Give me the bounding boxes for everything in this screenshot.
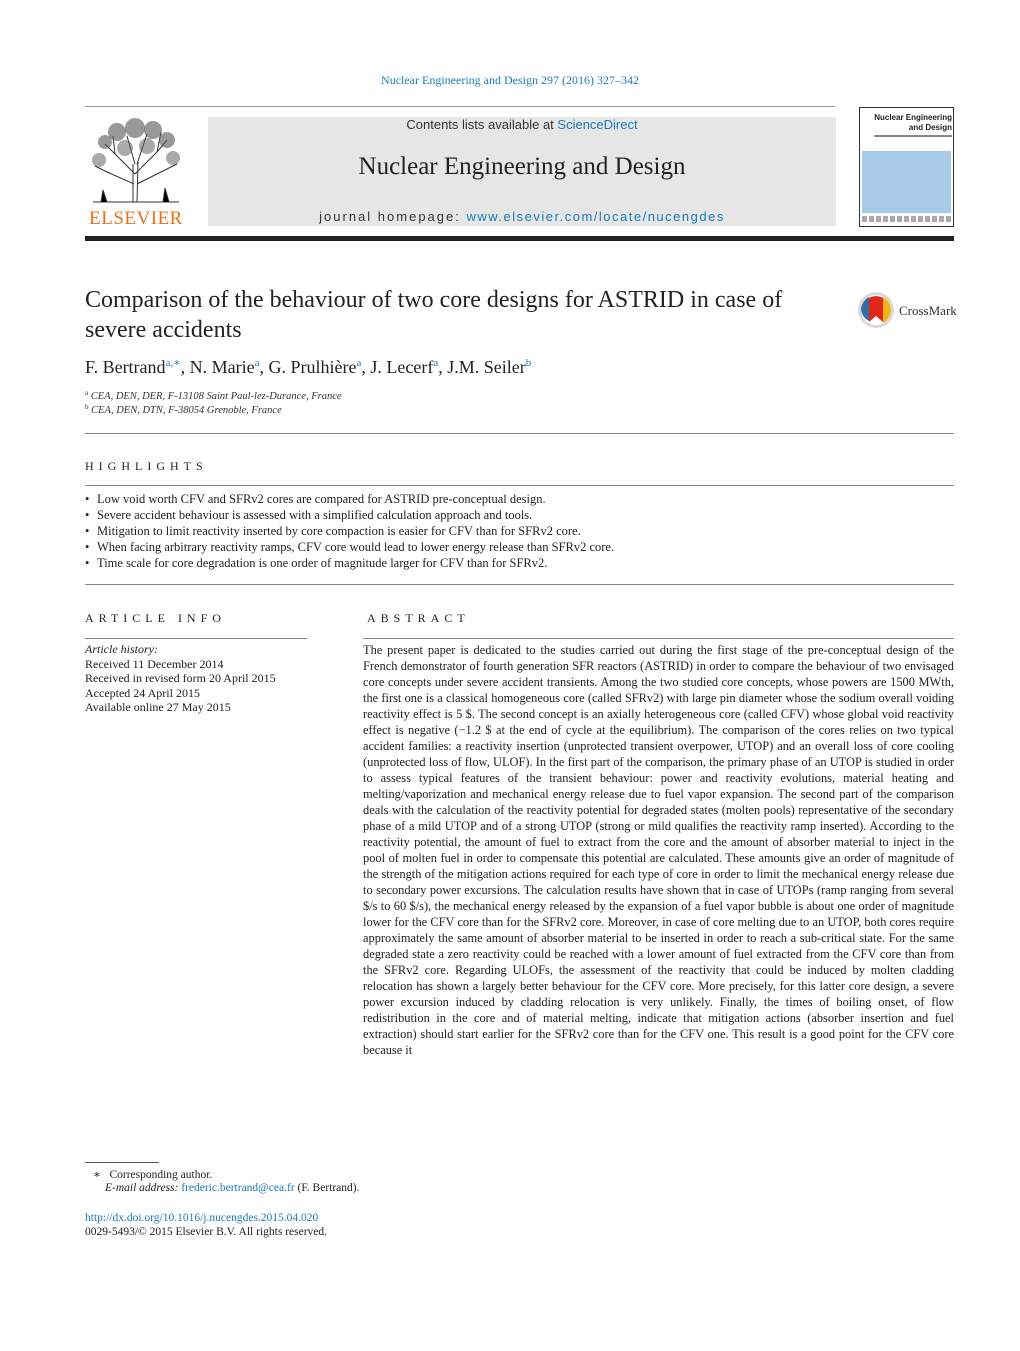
author-sup[interactable]: a <box>433 357 439 369</box>
elsevier-logo-text: ELSEVIER <box>89 208 183 228</box>
author-name[interactable]: J. Lecerf <box>370 357 434 377</box>
divider <box>363 638 954 639</box>
cover-title-line1: Nuclear Engineering <box>874 113 952 122</box>
author-sup[interactable]: a <box>356 357 362 369</box>
copyright: 0029-5493/© 2015 Elsevier B.V. All rights reserved. <box>85 1226 328 1238</box>
author-sep: , <box>361 357 371 377</box>
corr-mark: ∗ <box>93 1169 101 1181</box>
highlights-heading: HIGHLIGHTS <box>85 459 208 473</box>
contents-line <box>208 117 836 132</box>
history-item: Accepted 24 April 2015 <box>85 685 200 700</box>
cover-footer <box>862 216 951 222</box>
abstract-heading: ABSTRACT <box>367 611 470 625</box>
journal-banner <box>208 117 836 226</box>
corr-text: Corresponding author. <box>109 1169 213 1181</box>
cover-title-line2: and Design <box>908 123 952 132</box>
author-name[interactable]: G. Prulhière <box>268 357 357 377</box>
article-title: Comparison of the behaviour of two core designs for ASTRID in case of severe accidents <box>85 287 783 343</box>
homepage-line <box>208 209 836 224</box>
header-rule <box>85 106 835 107</box>
history-item: Available online 27 May 2015 <box>85 700 231 714</box>
sciencedirect-link[interactable]: ScienceDirect <box>557 117 638 132</box>
author-sep: , <box>259 357 269 377</box>
highlight-item: • Low void worth CFV and SFRv2 cores are compared for ASTRID pre-conceptual design. <box>85 491 954 507</box>
elsevier-tree-icon <box>85 114 187 228</box>
homepage-link[interactable]: www.elsevier.com/locate/nucengdes <box>466 209 725 224</box>
cover-subtitle-bar <box>874 135 952 137</box>
history-label: Article history: <box>85 642 158 656</box>
article-history <box>85 642 307 715</box>
elsevier-logo[interactable] <box>85 114 187 228</box>
highlight-item: • Time scale for core degradation is one order of magnitude larger for CFV than for SFRv2. <box>85 555 954 571</box>
author-name[interactable]: F. Bertrand <box>85 357 166 377</box>
author-sep: , <box>438 357 448 377</box>
affiliation-text: CEA, DEN, DER, F-13108 Saint Paul-lez-Durance, France <box>90 391 342 402</box>
affiliation-sup: a <box>85 389 89 397</box>
highlights-list <box>85 491 954 571</box>
homepage-prefix: journal homepage: <box>319 209 467 224</box>
crossmark-label[interactable]: CrossMark <box>899 303 957 318</box>
abstract-text: The present paper is dedicated to the studies carried out during the first stage of the pre-conceptual design of the French demonstrator of fourth generation SFR reactors (ASTRID) in order to compare the behaviour of two envisaged core concepts under severe accident transients. Among the two studied core concepts, whose powers are 1500 MWth, the first one is a classical homogeneous core (called SFRv2) with large pin diameter whose the sodium overall voiding reactivity effect is 5 $. The second concept is an axially heterogeneous core (called CFV) whose global void reactivity effect is negative (−1.2 $ at the end of cycle at the equilibrium). The comparison of the cores relies on two typical accident families: a reactivity insertion (unprotected transient overpower, UTOP) and an overall loss of core cooling (unprotected loss of flow, ULOF). In the first part of the comparison, the primary phase of an UTOP is studied in order to assess typical features of the transient behaviour: power and reactivity evolutions, material heating and melting/vaporization and mechanical energy release due to fuel vapor expansion. The second part of the comparison deals with the calculation of the reactivity potential for degraded states (molten pools) representative of the secondary phase of a mild UTOP and of a strong UTOP (strong or mild qualifies the reactivity ramp inserted). According to the reactivity potential, the amount of fuel to extract from the core and the amount of absorber material to inject in the pool of molten fuel in order to compensate this potential are calculated. These amounts give an order of magnitude of the strength of the mitigation actions required for each type of core in order to limit the mechanical energy release due to secondary power excursions. The calculation results have shown that in case of UTOPs (ramp ranging from several $/s to 60 $/s), the mechanical energy released by the expansion of a fuel vapor bubble is about one order of magnitude lower for the CFV core than for the SFRv2 core. Moreover, in case of core melting due to an UTOP, both cores require approximately the same amount of absorber material to be inserted in order to reach a sub-critical state. For the same degraded state a zero reactivity could be reached with a lower amount of fuel extracted from the CFV core than from the SFRv2 core. Regarding ULOFs, the assessment of the reactivity that could be induced by molten cladding relocation has shown a largely better behaviour for the CFV core. More precisely, for this latter core design, a severe power excursion induced by cladding relocation is very unlikely. Finally, the times of boiling onset, of flow redistribution in the core and of material melting, indicate that mitigation actions (absorber insertion and fuel extraction) should start earlier for the SFRv2 core than for the CFV one. This result is a good point for the CFV core because it <box>363 643 954 1057</box>
affiliation-b <box>85 405 282 416</box>
history-item: Received in revised form 20 April 2015 <box>85 671 276 685</box>
doi-link[interactable]: http://dx.doi.org/10.1016/j.nucengdes.2015.04.020 <box>85 1212 319 1224</box>
email-link[interactable]: frederic.bertrand@cea.fr <box>181 1182 295 1194</box>
journal-cover[interactable] <box>859 107 954 227</box>
header-thick-rule <box>85 236 954 241</box>
highlight-item: • When facing arbitrary reactivity ramps, CFV core would lead to lower energy release than SFRv2 core. <box>85 539 954 555</box>
affiliation-a <box>85 391 342 402</box>
author-name[interactable]: N. Marie <box>189 357 255 377</box>
divider <box>85 433 954 434</box>
highlight-item: • Severe accident behaviour is assessed with a simplified calculation approach and tools. <box>85 507 954 523</box>
author-sep: , <box>180 357 190 377</box>
author-name[interactable]: J.M. Seiler <box>447 357 526 377</box>
email-owner: (F. Bertrand). <box>297 1182 360 1194</box>
divider <box>85 584 954 585</box>
email-note <box>105 1182 359 1194</box>
history-item: Received 11 December 2014 <box>85 656 224 671</box>
author-sup[interactable]: b <box>525 357 532 369</box>
email-label: E-mail address: <box>105 1182 179 1194</box>
author-sup[interactable]: a,∗ <box>165 357 181 369</box>
divider <box>85 485 954 486</box>
divider <box>85 638 307 639</box>
author-list <box>85 357 531 378</box>
crossmark-icon <box>856 290 898 330</box>
affiliation-sup: b <box>85 403 89 411</box>
footnote-rule <box>85 1162 159 1163</box>
author-sup[interactable]: a <box>254 357 260 369</box>
journal-citation[interactable]: Nuclear Engineering and Design 297 (2016) 327–342 <box>381 73 639 87</box>
article-info-heading: ARTICLE INFO <box>85 611 226 625</box>
highlight-item: • Mitigation to limit reactivity inserted by core compaction is easier for CFV than for SFRv2 core. <box>85 523 954 539</box>
affiliation-text: CEA, DEN, DTN, F-38054 Grenoble, France <box>91 405 282 416</box>
corresponding-author-note <box>93 1167 212 1181</box>
journal-title: Nuclear Engineering and Design <box>358 153 686 180</box>
cover-image <box>862 151 951 213</box>
contents-prefix: Contents lists available at <box>406 117 558 132</box>
